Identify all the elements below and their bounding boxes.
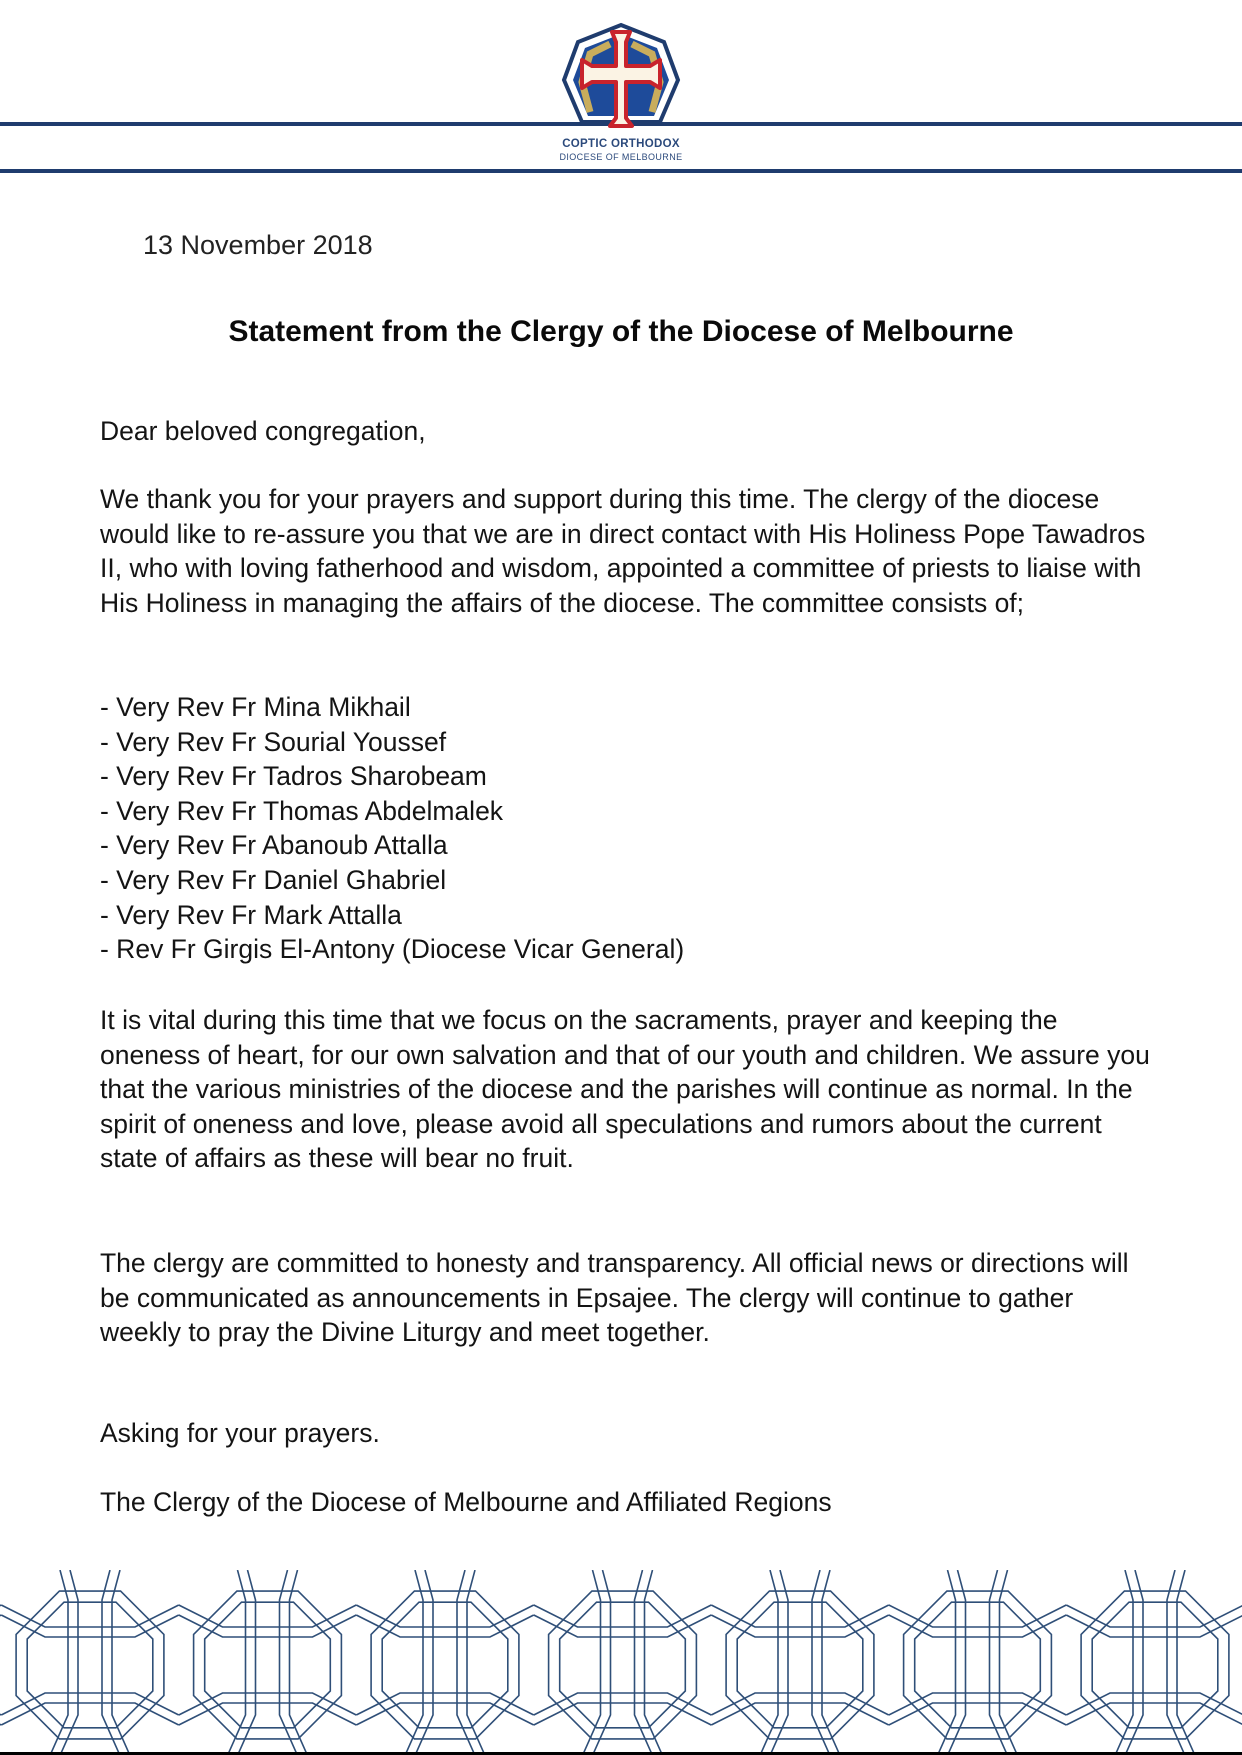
pattern-vertical-band [1113,1570,1133,1752]
closing-text: Asking for your prayers. [100,1418,380,1448]
pattern-vertical-band [758,1570,778,1752]
pattern-horizontal-band [0,1615,1,1637]
signature [100,1485,1160,1520]
pattern-octagon-outer [194,1591,342,1739]
paragraph-transparency [100,1246,1160,1350]
pattern-octagon-outer [1081,1591,1229,1739]
pattern-octagon-inner [205,1602,331,1728]
pattern-octagon-outer [549,1591,697,1739]
pattern-vertical-band [290,1570,310,1752]
pattern-octagon-inner [1092,1602,1218,1728]
signature-text: The Clergy of the Diocese of Melbourne and Affiliated Regions [100,1487,832,1517]
committee-member: - Rev Fr Girgis El-Antony (Diocese Vicar General) [100,934,685,965]
pattern-vertical-band [1177,1570,1197,1752]
pattern-vertical-band [645,1570,665,1752]
committee-member: - Very Rev Fr Daniel Ghabriel [100,864,447,895]
paragraph-intro-text: We thank you for your prayers and support during this time. The clergy of the diocese would like to re-assure you that we are in direct contact with His Holiness Pope Tawadros II, who with loving fatherhood and wisdom, appointed a committee of priests to liaise with His Holiness in managing the affairs of the diocese. The committee consists of; [100,484,1146,618]
letter-date: 13 November 2018 [143,230,373,260]
pattern-vertical-band [822,1570,842,1752]
pattern-vertical-band [226,1570,246,1752]
pattern-vertical-band [1000,1570,1020,1752]
pattern-octagon-inner [737,1602,863,1728]
paragraph-focus-text: It is vital during this time that we focus on the sacraments, prayer and keeping the oneness of heart, for our own salvation and that of our youth and children. We assure you that the various ministries of the diocese and the parishes will continue as normal. In the spirit of oneness and love, please avoid all speculations and rumors about the current state of affairs as these will bear no fruit. [100,1005,1150,1174]
pattern-octagon-outer [371,1591,519,1739]
pattern-vertical-band [936,1570,956,1752]
pattern-octagon-outer [904,1591,1052,1739]
committee-member: - Very Rev Fr Tadros Sharobeam [100,761,487,792]
committee-member: - Very Rev Fr Abanoub Attalla [100,830,448,861]
greeting [100,414,1160,449]
pattern-octagon-inner [915,1602,1041,1728]
pattern-octagon-outer [16,1591,164,1739]
interlaced-octagon-pattern-icon [0,1570,1242,1752]
pattern-horizontal-band [0,1693,1,1715]
paragraph-focus [100,1003,1160,1176]
committee-member: - Very Rev Fr Mark Attalla [100,899,402,930]
pattern-octagon-inner [382,1602,508,1728]
pattern-vertical-band [467,1570,487,1752]
committee-member: - Very Rev Fr Mina Mikhail [100,692,411,722]
pattern-octagon-inner [560,1602,686,1728]
paragraph-intro [100,482,1160,620]
committee-list [100,690,1160,967]
committee-member: - Very Rev Fr Thomas Abdelmalek [100,795,504,826]
org-name: COPTIC ORTHODOX [562,138,680,150]
closing-line [100,1416,1160,1451]
greeting-text: Dear beloved congregation, [100,416,426,446]
header-rule-bottom [0,169,1242,173]
committee-member: - Very Rev Fr Sourial Youssef [100,726,447,757]
pattern-vertical-band [112,1570,132,1752]
coptic-cross-logo-icon [560,22,682,132]
paragraph-transparency-text: The clergy are committed to honesty and transparency. All official news or directions will be communicated as announcements in Epsajee. The clergy will continue to gather weekly to pray the Divine Liturgy and meet together. [100,1248,1129,1348]
pattern-octagon-inner [27,1602,153,1728]
org-subtitle: DIOCESE OF MELBOURNE [559,152,683,162]
pattern-vertical-band [403,1570,423,1752]
pattern-vertical-band [581,1570,601,1752]
pattern-vertical-band [48,1570,68,1752]
pattern-octagon-outer [726,1591,874,1739]
letter-title: Statement from the Clergy of the Diocese of Melbourne [228,315,1014,348]
